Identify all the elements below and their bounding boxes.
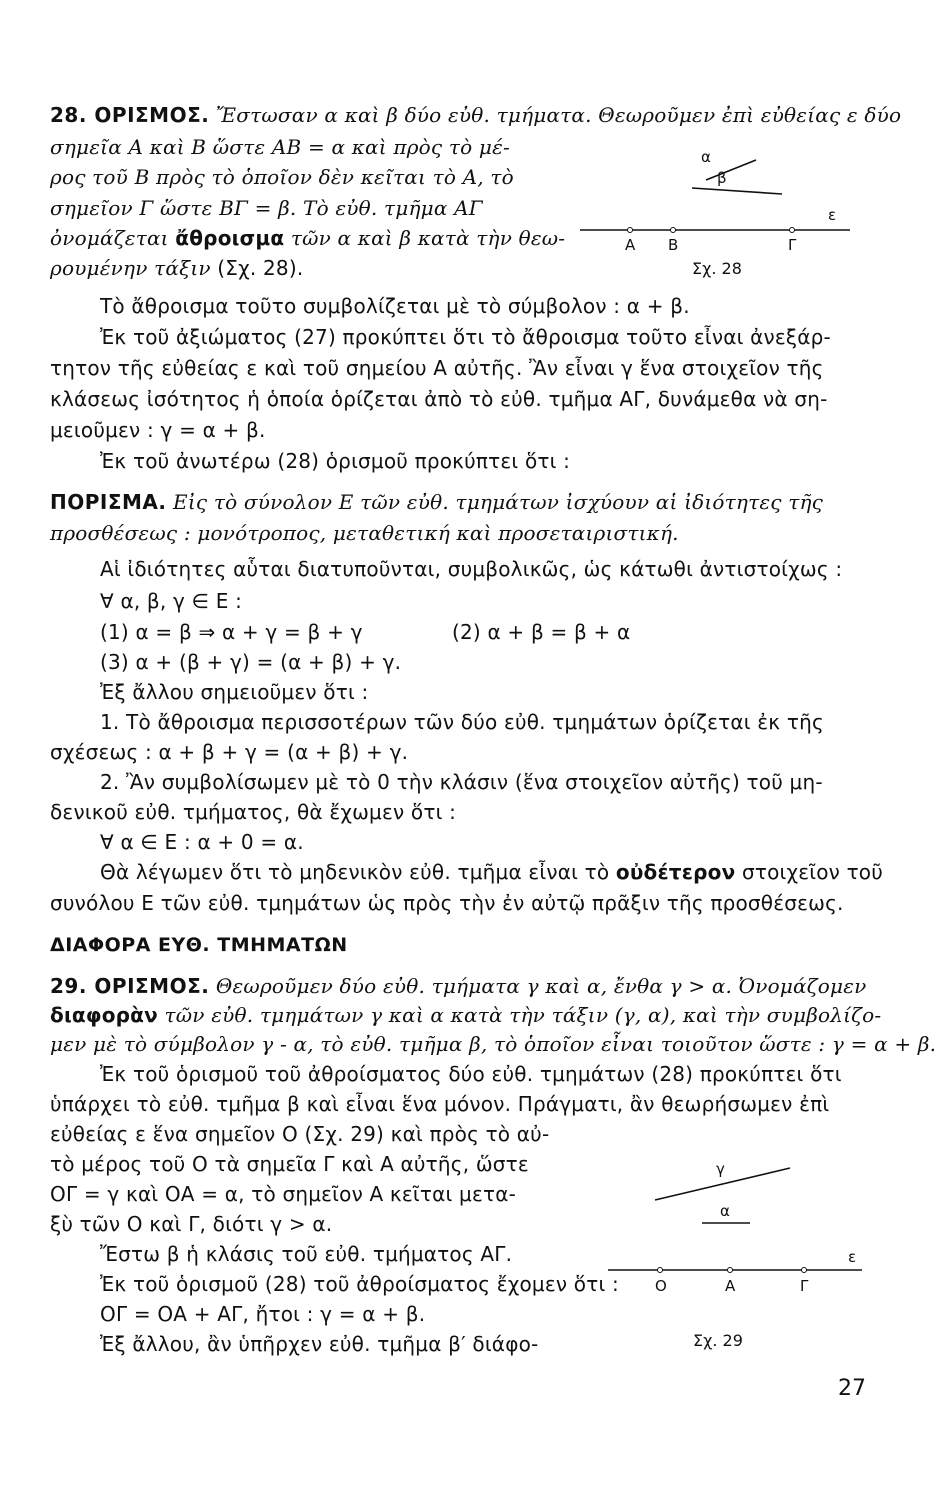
fig28-segment-alpha xyxy=(706,160,756,180)
body1-line-5: μειοῦμεν : γ = α + β. xyxy=(50,418,266,442)
s29-line-8: ΟΓ = γ καὶ ΟΑ = α, τὸ σημεῖον Α κεῖται μετα- xyxy=(50,1182,517,1206)
fig29-point-O xyxy=(658,1268,663,1273)
s29-text-1: Θεωροῦμεν δύο εὐθ. τμήματα γ καὶ α, ἔνθα γ > α. Ὀνομάζομεν xyxy=(209,974,867,998)
fig28-point-B xyxy=(671,228,676,233)
s29-line-2 xyxy=(50,1003,881,1027)
property-3: (3) α + (β + γ) = (α + β) + γ. xyxy=(100,650,402,674)
s29-line-10: Ἔστω β ἡ κλάσις τοῦ εὐθ. τμήματος ΑΓ. xyxy=(100,1242,513,1266)
fig28-point-A xyxy=(628,228,633,233)
s29-line-6: εὐθείας ε ἕνα σημεῖον Ο (Σχ. 29) καὶ πρὸς τὸ αὐ- xyxy=(50,1122,550,1146)
fig29-point-G xyxy=(802,1268,807,1273)
s28-number: 28. xyxy=(50,103,95,127)
note-2-line-1: 2. Ἂν συμβολίσωμεν μὲ τὸ 0 τὴν κλάσιν (ἕνα στοιχεῖον αὐτῆς) τοῦ μη- xyxy=(100,770,823,794)
porisma-line-2: προσθέσεως : μονότροπος, μεταθετική καὶ προσεταιριστική. xyxy=(50,521,679,545)
fig28-segment-beta xyxy=(692,188,782,194)
property-1: (1) α = β ⇒ α + γ = β + γ xyxy=(100,620,363,644)
s29-line-13: Ἐξ ἄλλου, ἂν ὑπῆρχεν εὐθ. τμῆμα β′ διάφο- xyxy=(100,1332,539,1356)
body2-forall: ∀ α, β, γ ∈ Ε : xyxy=(100,589,243,613)
note-3-post: στοιχεῖον τοῦ xyxy=(735,860,884,884)
note-2-formula: ∀ α ∈ Ε : α + 0 = α. xyxy=(100,830,304,854)
fig29-label-eps: ε xyxy=(848,1248,857,1266)
s28-line-3: ρος τοῦ Β πρὸς τὸ ὁποῖον δὲν κεῖται τὸ Α, τὸ xyxy=(50,165,514,189)
figure-29 xyxy=(600,1150,870,1360)
porisma-heading: ΠΟΡΙΣΜΑ. xyxy=(50,490,167,514)
fig29-label-A: Α xyxy=(725,1277,736,1295)
fig29-label-G: Γ xyxy=(800,1277,809,1295)
s28-line-4: σημεῖον Γ ὥστε ΒΓ = β. Τὸ εὐθ. τμῆμα ΑΓ xyxy=(50,196,483,220)
fig28-label-G: Γ xyxy=(788,236,797,254)
s28-text-6a: ρουμένην τάξιν xyxy=(50,256,218,280)
s29-line-12: ΟΓ = ΟΑ + ΑΓ, ἤτοι : γ = α + β. xyxy=(100,1302,426,1326)
porisma-text-1: Εἰς τὸ σύνολον Ε τῶν εὐθ. τμημάτων ἰσχύουν αἱ ἰδιότητες τῆς xyxy=(166,490,824,514)
fig29-label-gamma: γ xyxy=(716,1160,725,1178)
body1-line-1: Τὸ ἄθροισμα τοῦτο συμβολίζεται μὲ τὸ σύμβολον : α + β. xyxy=(100,294,690,318)
term-diaphora: διαφορὰν xyxy=(50,1003,158,1027)
s28-text-5a: ὀνομάζεται xyxy=(50,226,176,250)
section-title: ΔΙΑΦΟΡΑ ΕΥΘ. ΤΜΗΜΑΤΩΝ xyxy=(50,934,348,956)
s28-line-6 xyxy=(50,256,303,280)
fig28-label-alpha: α xyxy=(701,148,711,166)
note-3-line-1 xyxy=(100,860,883,884)
s29-line-3: μεν μὲ τὸ σύμβολον γ - α, τὸ εὐθ. τμῆμα β, τὸ ὁποῖον εἶναι τοιοῦτον ὥστε : γ = α + β. xyxy=(50,1032,937,1056)
note-2-line-2: δενικοῦ εὐθ. τμήματος, θὰ ἔχωμεν ὅτι : xyxy=(50,800,457,824)
s29-line-9: ξὺ τῶν Ο καὶ Γ, διότι γ > α. xyxy=(50,1212,333,1236)
figure-28 xyxy=(570,140,860,280)
fig28-label-beta: β xyxy=(717,169,727,187)
s28-line-2: σημεῖα Α καὶ Β ὥστε ΑΒ = α καὶ πρὸς τὸ μέ- xyxy=(50,135,511,159)
page-number: 27 xyxy=(838,1376,866,1401)
fig28-point-G xyxy=(790,228,795,233)
note-3-pre: Θὰ λέγωμεν ὅτι τὸ μηδενικὸν εὐθ. τμῆμα εἶναι τὸ xyxy=(100,860,616,884)
s29-line-7: τὸ μέρος τοῦ Ο τὰ σημεῖα Γ καὶ Α αὐτῆς, ὥστε xyxy=(50,1152,529,1176)
s28-line-5 xyxy=(50,226,565,250)
fig28-label-A: Α xyxy=(625,236,636,254)
fig28-caption: Σχ. 28 xyxy=(692,259,742,278)
s28-line-1 xyxy=(50,103,901,127)
body1-line-6: Ἐκ τοῦ ἀνωτέρω (28) ὁρισμοῦ προκύπτει ὅτι : xyxy=(100,449,571,473)
s29-heading: ΟΡΙΣΜΟΣ. xyxy=(94,974,210,998)
note-1-line-1: 1. Τὸ ἄθροισμα περισσοτέρων τῶν δύο εὐθ. τμημάτων ὁρίζεται ἐκ τῆς xyxy=(100,710,824,734)
fig29-label-O: Ο xyxy=(655,1277,667,1295)
body2-also: Ἐξ ἄλλου σημειοῦμεν ὅτι : xyxy=(100,680,369,704)
fig28-label-B: Β xyxy=(668,236,679,254)
body1-line-3: τητον τῆς εὐθείας ε καὶ τοῦ σημείου Α αὐτῆς. Ἂν εἶναι γ ἕνα στοιχεῖον τῆς xyxy=(50,356,824,380)
s29-line-4: Ἐκ τοῦ ὁρισμοῦ τοῦ ἀθροίσματος δύο εὐθ. τμημάτων (28) προκύπτει ὅτι xyxy=(100,1062,842,1086)
fig29-point-A xyxy=(728,1268,733,1273)
term-athroisma: ἄθροισμα xyxy=(175,226,285,250)
s29-line-5: ὑπάρχει τὸ εὐθ. τμῆμα β καὶ εἶναι ἕνα μόνον. Πράγματι, ἂν θεωρήσωμεν ἐπὶ xyxy=(50,1092,830,1116)
s28-heading: ΟΡΙΣΜΟΣ. xyxy=(94,103,210,127)
note-3-line-2: συνόλου Ε τῶν εὐθ. τμημάτων ὡς πρὸς τὴν ἐν αὐτῷ πρᾶξιν τῆς προσθέσεως. xyxy=(50,891,844,915)
body2-intro: Αἱ ἰδιότητες αὗται διατυποῦνται, συμβολικῶς, ὡς κάτωθι ἀντιστοίχως : xyxy=(100,557,843,581)
fig29-label-alpha: α xyxy=(720,1202,730,1220)
s28-text-5c: τῶν α καὶ β κατὰ τὴν θεω- xyxy=(284,226,566,250)
s29-line-11: Ἐκ τοῦ ὁρισμοῦ (28) τοῦ ἀθροίσματος ἔχομεν ὅτι : xyxy=(100,1272,619,1296)
body1-line-2: Ἐκ τοῦ ἀξιώματος (27) προκύπτει ὅτι τὸ ἄθροισμα τοῦτο εἶναι ἀνεξάρ- xyxy=(100,325,831,349)
body1-line-4: κλάσεως ἰσότητος ἡ ὁποία ὁρίζεται ἀπὸ τὸ εὐθ. τμῆμα ΑΓ, δυνάμεθα νὰ ση- xyxy=(50,387,828,411)
fig29-caption: Σχ. 29 xyxy=(693,1331,743,1350)
porisma-line-1 xyxy=(50,490,823,514)
note-1-line-2: σχέσεως : α + β + γ = (α + β) + γ. xyxy=(50,740,409,764)
s28-text: Ἔστωσαν α καὶ β δύο εὐθ. τμήματα. Θεωροῦμεν ἐπὶ εὐθείας ε δύο xyxy=(209,103,902,127)
s29-line-1 xyxy=(50,974,867,998)
property-2: (2) α + β = β + α xyxy=(452,620,631,644)
fig-ref-28: (Σχ. 28). xyxy=(217,256,304,280)
s29-number: 29. xyxy=(50,974,95,998)
s29-text-2: τῶν εὐθ. τμημάτων γ καὶ α κατὰ τὴν τάξιν (γ, α), καὶ τὴν συμβολίζο- xyxy=(157,1003,882,1027)
term-oudeteron: οὐδέτερον xyxy=(615,860,736,884)
fig28-label-eps: ε xyxy=(828,206,837,224)
